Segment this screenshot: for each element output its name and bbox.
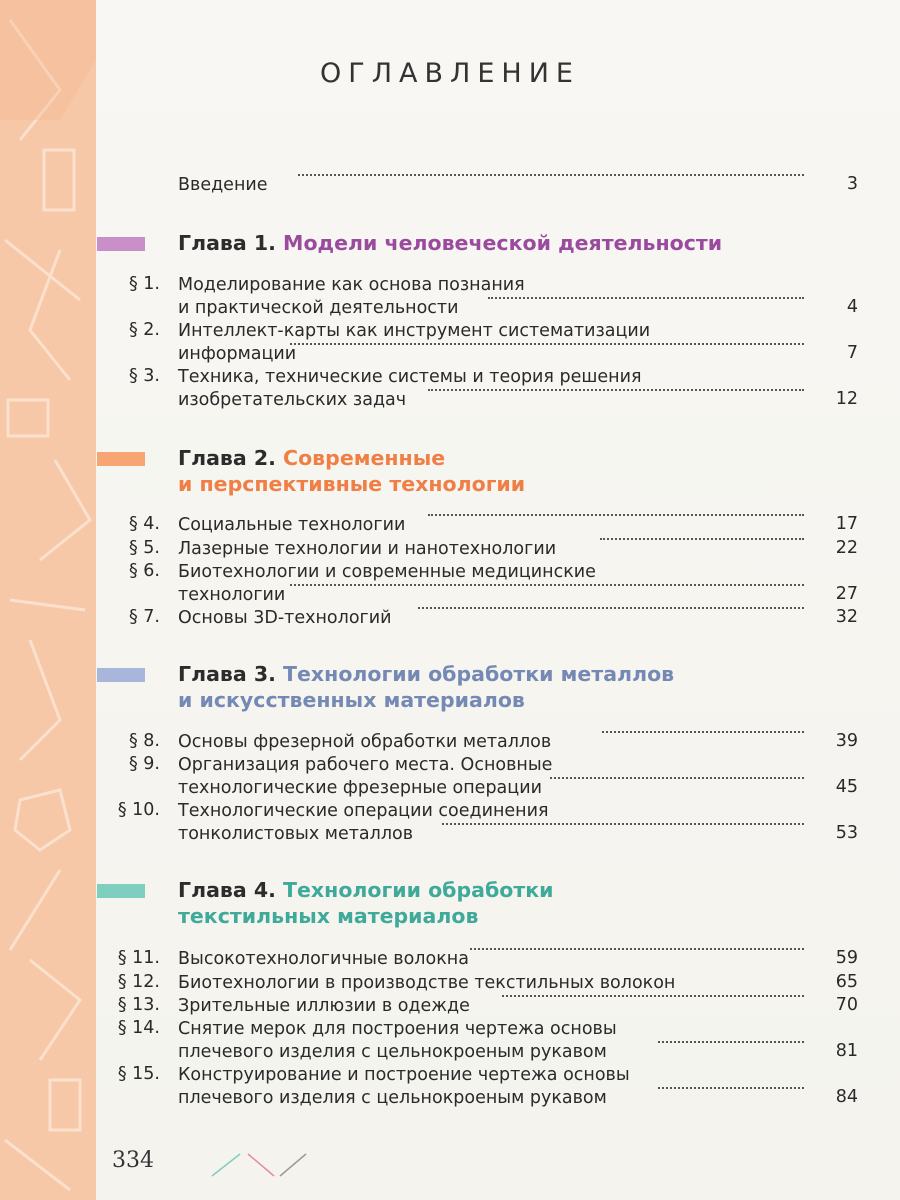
page-folio: 334 [112,1148,154,1173]
section-title-line: Основы фрезерной обработки металлов [178,732,552,752]
chapter-label: Глава 4. [178,878,276,902]
dot-leader [594,731,810,754]
section-title-line: плечевого изделия с цельнокроеным рукавом [178,1042,607,1062]
section-title-line: Моделирование как основа познания [178,275,525,295]
dot-leader [282,343,810,366]
page-number: 3 [846,174,858,194]
section-title-line: плечевого изделия с цельнокроеным рукавом [178,1088,607,1108]
decorative-slashes [210,1150,310,1184]
section-title-line: Снятие мерок для построения чертежа основы [178,1019,617,1039]
section-title-line: Высокотехнологичные волокна [178,949,469,969]
chapter-label: Глава 3. [178,662,276,686]
dot-leader [462,948,810,971]
dot-leader [410,607,810,630]
section-title-line: технологии [178,585,286,605]
section-title-line: и практической деятельности [178,298,459,318]
page-number: 12 [835,389,858,409]
intro-label: Введение [178,175,268,195]
section-number: § 5. [128,538,160,558]
page-number: 70 [835,995,858,1015]
page-number: 27 [835,584,858,604]
chapter-color-bar [97,884,145,898]
section-title-line: Конструирование и построение чертежа основы [178,1065,630,1085]
dot-leader [592,538,810,561]
section-number: § 12. [117,972,160,992]
section-number: § 1. [128,274,160,294]
section-title-line: Биотехнологии в производстве текстильных волокон [178,973,676,993]
section-number: § 13. [117,995,160,1015]
dot-leader [420,389,810,412]
section-title-line: изобретательских задач [178,390,407,410]
section-number: § 8. [128,731,160,751]
chapter-title: и искусственных материалов [178,688,525,712]
chapter-color-bar [97,668,145,682]
page-number: 53 [835,823,858,843]
section-number: § 6. [128,561,160,581]
chapter-title: и перспективные технологии [178,472,526,496]
chapter-title: Технологии обработки металлов [283,662,675,686]
chapter-heading[interactable] [178,230,722,256]
dot-leader [542,777,810,800]
section-number: § 4. [128,514,160,534]
page-number: 45 [835,777,858,797]
chapter-heading[interactable] [178,445,525,497]
dot-leader [494,995,810,1018]
page-number: 4 [846,297,858,317]
section-number: § 7. [128,607,160,627]
section-title-line: Технологические операции соединения [178,801,549,821]
section-number: § 3. [128,366,160,386]
section-title-line: Техника, технические системы и теория решения [178,367,642,387]
section-title-line: Зрительные иллюзии в одежде [178,996,470,1016]
chapter-title: Современные [283,446,446,470]
chapter-title: Модели человеческой деятельности [283,231,723,255]
page-number: 22 [835,538,858,558]
section-title-line: Основы 3D-технологий [178,608,392,628]
page-title: ОГЛАВЛЕНИЕ [320,58,580,89]
section-number: § 10. [117,800,160,820]
section-number: § 11. [117,948,160,968]
section-title-line: Интеллект-карты как инструмент систематизации [178,321,651,341]
decorative-side-band [0,0,96,1200]
page-number: 17 [835,514,858,534]
chapter-heading[interactable] [178,877,554,929]
page-number: 32 [835,607,858,627]
dot-leader [434,823,810,846]
section-number: § 9. [128,754,160,774]
section-title-line: Лазерные технологии и нанотехнологии [178,539,557,559]
chapter-label: Глава 1. [178,231,276,255]
dot-leader [480,297,810,320]
page-number: 84 [835,1087,858,1107]
page-number: 39 [835,731,858,751]
chapter-title: Технологии обработки [283,878,554,902]
chapter-heading[interactable] [178,661,674,713]
page-number: 81 [835,1041,858,1061]
dot-leader [650,1041,810,1064]
dot-leader [420,514,810,537]
chapter-color-bar [97,237,145,251]
section-number: § 15. [117,1064,160,1084]
chapter-label: Глава 2. [178,446,276,470]
page-number: 59 [835,948,858,968]
section-number: § 2. [128,320,160,340]
section-title-line: технологические фрезерные операции [178,778,542,798]
section-title-line: Биотехнологии и современные медицинские [178,562,596,582]
section-title-line: тонколистовых металлов [178,824,414,844]
page-number: 65 [835,972,858,992]
page-number: 7 [846,343,858,363]
dot-leader [290,174,810,197]
chapter-title: текстильных материалов [178,904,479,928]
section-title-line: Организация рабочего места. Основные [178,755,553,775]
section-title-line: информации [178,344,297,364]
dot-leader [282,584,810,607]
dot-leader [650,1087,810,1110]
chapter-color-bar [97,452,145,466]
section-number: § 14. [117,1018,160,1038]
section-title-line: Социальные технологии [178,515,406,535]
